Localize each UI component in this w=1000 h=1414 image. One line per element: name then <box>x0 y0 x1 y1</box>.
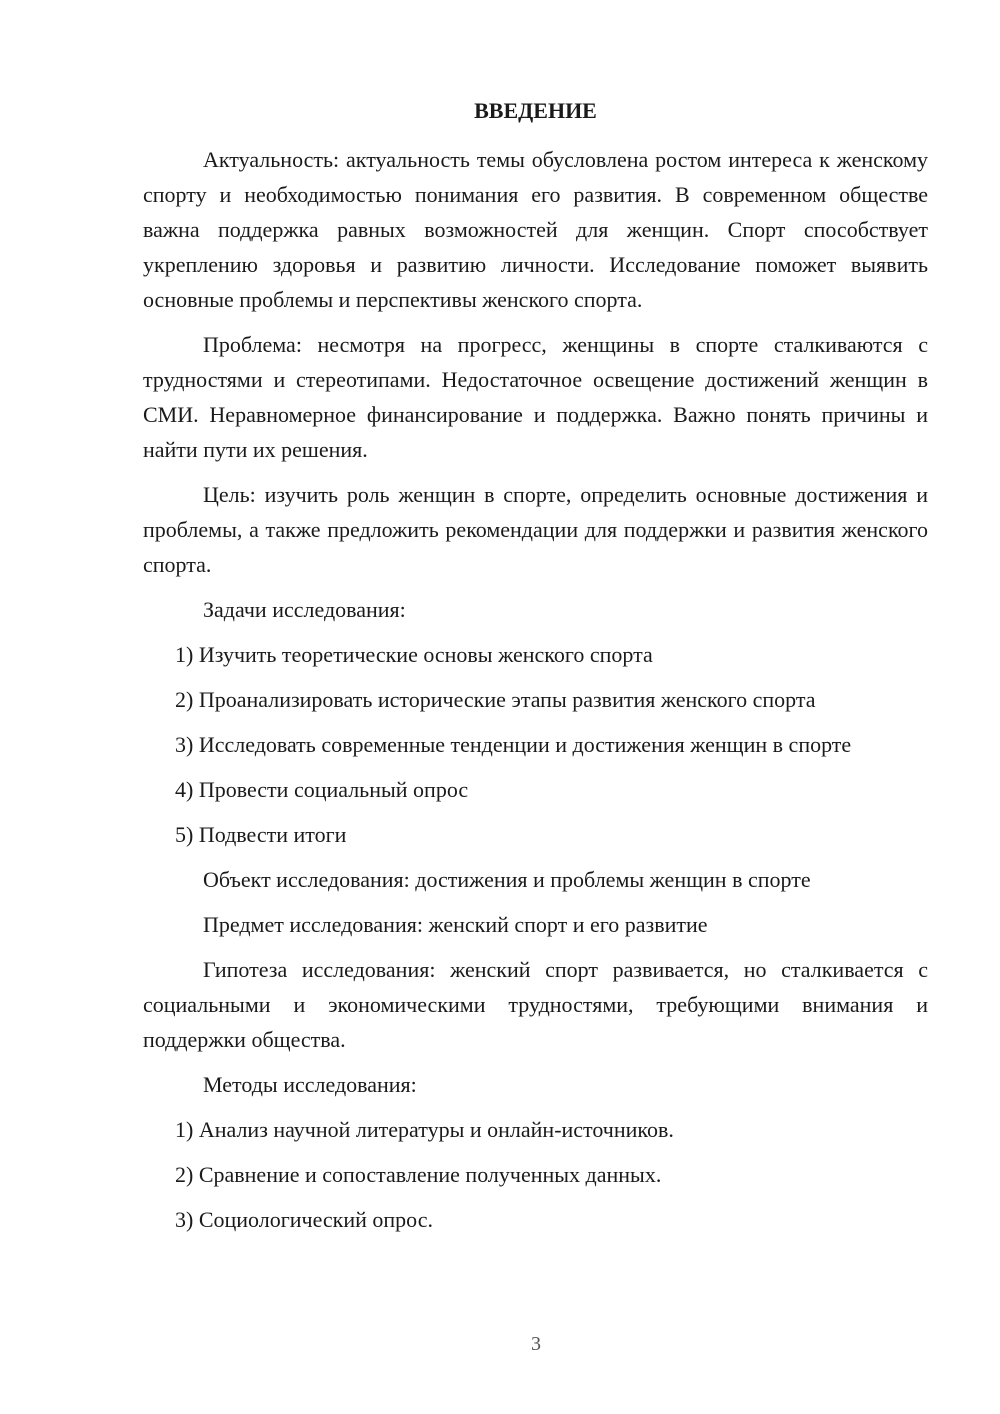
method-item: 3) Социологический опрос. <box>175 1207 433 1232</box>
hypothesis-paragraph: Гипотеза исследования: женский спорт развивается, но сталкивается с социальными и экономическими трудностями, требующими внимания и поддержки общества. <box>143 957 928 1052</box>
relevance-paragraph: Актуальность: актуальность темы обусловлена ростом интереса к женскому спорту и необходимостью понимания его развития. В современном обществе важна поддержка равных возможностей для женщин. Спорт способствует укреплению здоровья и развитию личности. Исследование поможет выявить основные проблемы и перспективы женского спорта. <box>143 147 928 312</box>
task-item: 2) Проанализировать исторические этапы развития женского спорта <box>175 687 816 712</box>
task-item: 5) Подвести итоги <box>175 822 347 847</box>
task-item: 4) Провести социальный опрос <box>175 777 469 802</box>
problem-paragraph: Проблема: несмотря на прогресс, женщины в спорте сталкиваются с трудностями и стереотипами. Недостаточное освещение достижений женщин в СМИ. Неравномерное финансирование и поддержка. Важно понять причины и найти пути их решения. <box>143 332 928 462</box>
document-page <box>143 96 928 1247</box>
goal-paragraph: Цель: изучить роль женщин в спорте, определить основные достижения и проблемы, а также предложить рекомендации для поддержки и развития женского спорта. <box>143 482 928 577</box>
tasks-title: Задачи исследования: <box>203 597 406 622</box>
method-item: 1) Анализ научной литературы и онлайн-источников. <box>175 1117 674 1142</box>
subject-line: Предмет исследования: женский спорт и его развитие <box>203 912 708 937</box>
page-number: 3 <box>531 1333 541 1355</box>
method-item: 2) Сравнение и сопоставление полученных данных. <box>175 1162 662 1187</box>
task-item: 1) Изучить теоретические основы женского спорта <box>175 642 653 667</box>
page-title: ВВЕДЕНИЕ <box>474 98 597 123</box>
object-line: Объект исследования: достижения и проблемы женщин в спорте <box>203 867 811 892</box>
task-item: 3) Исследовать современные тенденции и достижения женщин в спорте <box>175 732 852 757</box>
methods-title: Методы исследования: <box>203 1072 417 1097</box>
